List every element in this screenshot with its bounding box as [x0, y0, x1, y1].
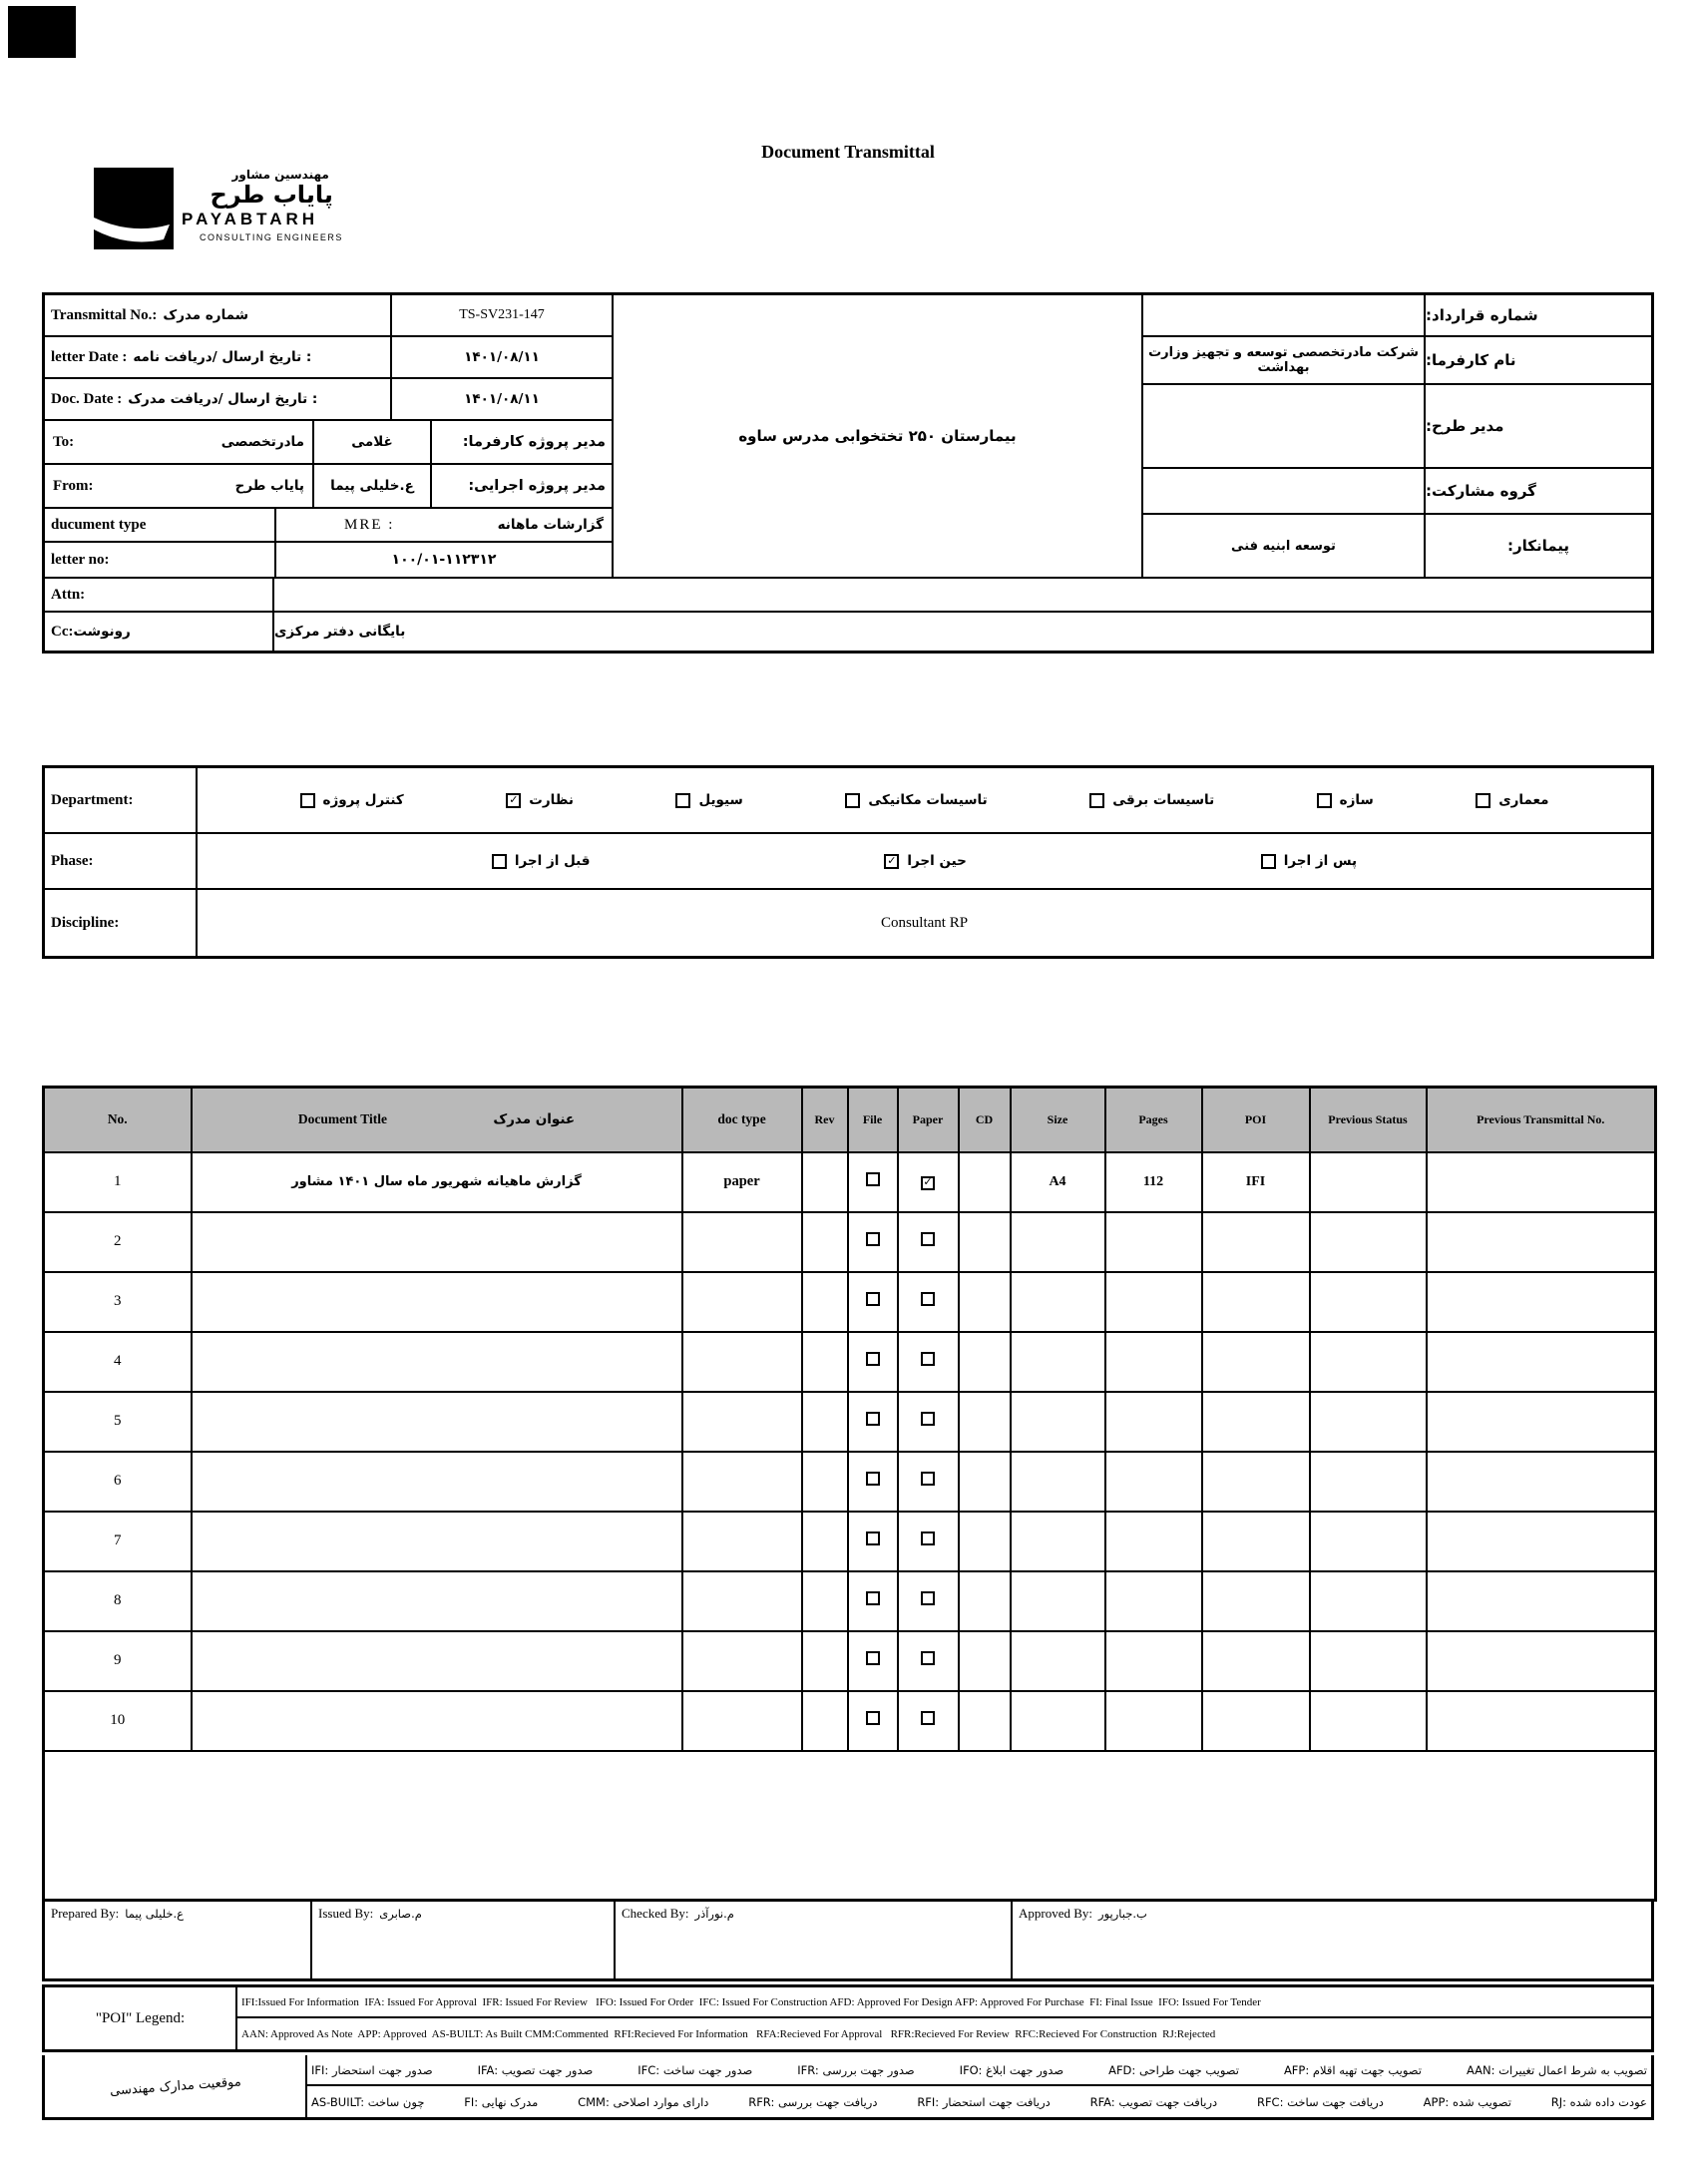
cell-no: 7 — [44, 1512, 192, 1571]
file-checkbox[interactable] — [866, 1591, 880, 1605]
cell-prev-status — [1310, 1332, 1427, 1392]
cell-title — [192, 1452, 682, 1512]
cell-poi — [1202, 1452, 1310, 1512]
company-logo — [94, 168, 343, 249]
cell-prev-transmittal — [1427, 1691, 1656, 1751]
cell-prev-status — [1310, 1212, 1427, 1272]
checkbox-option — [506, 792, 574, 808]
form-content — [42, 292, 1654, 2120]
cell-pages — [1105, 1212, 1202, 1272]
table-row — [44, 1452, 1656, 1512]
page-title: Document Transmittal — [761, 142, 935, 162]
legend-item: IFA: صدور جهت تصویب — [477, 2062, 594, 2077]
prepared-by-name: ع.خلیلی پیما — [125, 1907, 185, 1921]
header-doc-type: doc type — [682, 1088, 802, 1152]
cell-paper — [898, 1452, 959, 1512]
paper-checkbox[interactable] — [921, 1591, 935, 1605]
cell-file — [848, 1571, 898, 1631]
cell-paper — [898, 1691, 959, 1751]
document-table — [42, 1086, 1657, 1902]
option-label: حین اجرا — [907, 853, 967, 869]
paper-checkbox[interactable] — [921, 1292, 935, 1306]
poi-legend-fa-label: موقعیت مدارک مهندسی — [45, 2055, 307, 2117]
legend-item: AFP: تصویب جهت تهیه اقلام — [1283, 2062, 1422, 2077]
logo-en-subtitle: CONSULTING ENGINEERS — [200, 232, 343, 243]
partnership-label: گروه مشارکت: — [1424, 469, 1651, 513]
header-paper: Paper — [898, 1088, 959, 1152]
table-row — [44, 1392, 1656, 1452]
file-checkbox[interactable] — [866, 1531, 880, 1545]
cell-rev — [802, 1392, 848, 1452]
checkbox[interactable] — [675, 793, 690, 808]
cell-prev-status — [1310, 1571, 1427, 1631]
cell-prev-status — [1310, 1631, 1427, 1691]
cell-poi — [1202, 1392, 1310, 1452]
file-checkbox[interactable] — [866, 1172, 880, 1186]
poi-legend-en-line2: AAN: Approved As Note APP: Approved AS-BUILT: As Built CMM:Commented RFI:Recieved For Information RFA:Recieved For Approval RFR:Recieved For Review RFC:Recieved For Construction RJ:Rejected — [241, 2027, 1216, 2040]
phase-options — [198, 834, 1651, 888]
checkbox[interactable] — [845, 793, 860, 808]
to-person: غلامی — [312, 421, 430, 463]
cell-cd — [959, 1212, 1011, 1272]
contract-no-value — [1143, 295, 1424, 335]
cell-rev — [802, 1512, 848, 1571]
cell-pages — [1105, 1332, 1202, 1392]
client-label: نام کارفرما: — [1424, 337, 1651, 383]
to-field: To: مادرتخصصی — [53, 433, 304, 450]
poi-legend-fa — [42, 2055, 1654, 2120]
checkbox-option — [675, 792, 742, 808]
cell-size — [1011, 1631, 1105, 1691]
cell-paper — [898, 1631, 959, 1691]
checkbox-option — [884, 853, 966, 869]
cell-cd — [959, 1152, 1011, 1212]
header-prev-transmittal: Previous Transmittal No. — [1427, 1088, 1656, 1152]
cell-paper — [898, 1571, 959, 1631]
legend-item: CMM: دارای موارد اصلاحی — [578, 2094, 709, 2109]
cell-paper — [898, 1332, 959, 1392]
cell-title — [192, 1571, 682, 1631]
paper-checkbox[interactable] — [921, 1232, 935, 1246]
cell-paper — [898, 1392, 959, 1452]
cell-prev-status — [1310, 1452, 1427, 1512]
cell-poi — [1202, 1631, 1310, 1691]
cell-doc-type — [682, 1512, 802, 1571]
cell-rev — [802, 1152, 848, 1212]
checkbox[interactable] — [1089, 793, 1104, 808]
poi-legend-fa-line1 — [307, 2055, 1651, 2086]
cell-prev-transmittal — [1427, 1571, 1656, 1631]
table-row — [44, 1332, 1656, 1392]
project-name-cell — [614, 295, 1143, 577]
option-label: نظارت — [529, 792, 574, 808]
cell-title — [192, 1392, 682, 1452]
legend-item: AAN: تصویب به شرط اعمال تغییرات — [1466, 2062, 1647, 2077]
checkbox-option — [845, 792, 987, 808]
info-table — [42, 292, 1654, 654]
approved-by-name: ب.جبارپور — [1098, 1907, 1147, 1921]
cell-file — [848, 1152, 898, 1212]
discipline-value: Consultant RP — [880, 914, 969, 931]
cell-doc-type — [682, 1212, 802, 1272]
cc-value: بایگانی دفتر مرکزی — [274, 624, 406, 640]
cell-cd — [959, 1392, 1011, 1452]
cell-no: 3 — [44, 1272, 192, 1332]
cell-doc-type — [682, 1631, 802, 1691]
cell-paper — [898, 1272, 959, 1332]
poi-legend-label: "POI" Legend: — [45, 1987, 237, 2049]
cell-cd — [959, 1272, 1011, 1332]
cell-poi: IFI — [1202, 1152, 1310, 1212]
checkbox[interactable] — [1261, 854, 1276, 869]
legend-item: IFO: صدور جهت ابلاغ — [959, 2062, 1064, 2077]
cell-doc-type — [682, 1272, 802, 1332]
cell-rev — [802, 1332, 848, 1392]
checkbox[interactable] — [1317, 793, 1332, 808]
cell-poi — [1202, 1571, 1310, 1631]
cell-prev-status — [1310, 1512, 1427, 1571]
logo-mark — [94, 168, 174, 249]
to-role-label: مدیر پروژه کارفرما: — [430, 421, 612, 463]
legend-item: RFI: دریافت جهت استحضار — [917, 2094, 1051, 2109]
cell-doc-type — [682, 1571, 802, 1631]
cell-doc-type — [682, 1691, 802, 1751]
cell-pages — [1105, 1691, 1202, 1751]
cell-size — [1011, 1212, 1105, 1272]
cc-label: Cc: رونوشت — [45, 613, 274, 651]
cell-doc-type: paper — [682, 1152, 802, 1212]
cell-prev-transmittal — [1427, 1631, 1656, 1691]
empty-remarks-row — [44, 1751, 1656, 1901]
checkbox-option — [1317, 792, 1374, 808]
issued-by-cell: Issued By: م.صابری — [312, 1902, 616, 1978]
header-no: No. — [44, 1088, 192, 1152]
cell-prev-transmittal — [1427, 1512, 1656, 1571]
letter-no-value: ۱۰۰/۰۱-۱۱۲۳۱۲ — [274, 543, 612, 577]
classification-table — [42, 765, 1654, 959]
option-label: تاسیسات برقی — [1112, 792, 1215, 808]
cell-pages: 112 — [1105, 1152, 1202, 1212]
checkbox-option — [1089, 792, 1214, 808]
cell-file — [848, 1392, 898, 1452]
cell-no: 9 — [44, 1631, 192, 1691]
legend-item: AS-BUILT: چون ساخت — [311, 2094, 425, 2109]
cell-rev — [802, 1691, 848, 1751]
option-label: سازه — [1339, 792, 1374, 808]
header-rev: Rev — [802, 1088, 848, 1152]
cell-size: A4 — [1011, 1152, 1105, 1212]
table-row — [44, 1512, 1656, 1571]
header-title: Document Title عنوان مدرک — [192, 1088, 682, 1152]
cell-prev-transmittal — [1427, 1392, 1656, 1452]
cell-prev-status — [1310, 1152, 1427, 1212]
paper-checkbox[interactable] — [921, 1531, 935, 1545]
empty-remarks-cell — [44, 1751, 1656, 1901]
logo-fa-name: پایاب طرح — [210, 181, 333, 209]
prepared-by-cell: Prepared By: ع.خلیلی پیما — [45, 1902, 312, 1978]
cell-paper — [898, 1152, 959, 1212]
legend-item: IFR: صدور جهت بررسی — [797, 2062, 915, 2077]
letter-no-label: letter no: — [51, 551, 110, 568]
table-row — [44, 1691, 1656, 1751]
attn-value — [274, 579, 1651, 611]
checkbox[interactable] — [1476, 793, 1490, 808]
cell-prev-transmittal — [1427, 1272, 1656, 1332]
signature-row — [42, 1902, 1654, 1981]
letter-date-value: ۱۴۰۱/۰۸/۱۱ — [390, 337, 612, 377]
cell-file — [848, 1212, 898, 1272]
cell-size — [1011, 1571, 1105, 1631]
paper-checkbox[interactable] — [921, 1352, 935, 1366]
cell-cd — [959, 1571, 1011, 1631]
cell-pages — [1105, 1571, 1202, 1631]
cell-rev — [802, 1631, 848, 1691]
cell-poi — [1202, 1332, 1310, 1392]
checkbox[interactable] — [506, 793, 521, 808]
header-size: Size — [1011, 1088, 1105, 1152]
cell-size — [1011, 1691, 1105, 1751]
header-pages: Pages — [1105, 1088, 1202, 1152]
table-header-row — [44, 1088, 1656, 1152]
legend-item: RJ: عودت داده شده — [1550, 2094, 1647, 2109]
file-checkbox[interactable] — [866, 1292, 880, 1306]
attn-label: Attn: — [45, 579, 274, 611]
table-row — [44, 1631, 1656, 1691]
cell-size — [1011, 1332, 1105, 1392]
cell-title — [192, 1272, 682, 1332]
cell-no: 5 — [44, 1392, 192, 1452]
cell-file — [848, 1452, 898, 1512]
cell-doc-type — [682, 1452, 802, 1512]
plan-manager-value — [1143, 385, 1424, 467]
letter-date-label: letter Date : تاریخ ارسال /دریافت نامه : — [51, 348, 312, 365]
cell-rev — [802, 1452, 848, 1512]
approved-by-cell: Approved By: ب.جبارپور — [1019, 1906, 1147, 1921]
cell-prev-transmittal — [1427, 1212, 1656, 1272]
legend-item: IFC: صدور جهت ساخت — [637, 2062, 753, 2077]
legend-item: RFC: دریافت جهت ساخت — [1256, 2094, 1384, 2109]
cell-rev — [802, 1571, 848, 1631]
client-value: شرکت مادرتخصصی توسعه و تجهیز وزارت بهداشت — [1148, 345, 1419, 375]
cell-prev-status — [1310, 1392, 1427, 1452]
legend-item: IFI: صدور جهت استحضار — [311, 2062, 433, 2077]
logo-fa-tagline: مهندسین مشاور — [231, 168, 329, 182]
table-row — [44, 1571, 1656, 1631]
option-label: سیویل — [698, 792, 743, 808]
cell-rev — [802, 1212, 848, 1272]
checked-by-name: م.نورآذر — [694, 1907, 734, 1921]
cell-file — [848, 1691, 898, 1751]
file-checkbox[interactable] — [866, 1352, 880, 1366]
cell-title — [192, 1691, 682, 1751]
paper-checkbox[interactable] — [921, 1176, 935, 1190]
project-name: بیمارستان ۲۵۰ تختخوابی مدرس ساوه — [738, 427, 1017, 445]
poi-legend-en — [42, 1984, 1654, 2052]
cell-title — [192, 1212, 682, 1272]
table-row — [44, 1272, 1656, 1332]
cell-title — [192, 1332, 682, 1392]
table-row — [44, 1212, 1656, 1272]
transmittal-no-value: TS-SV231-147 — [390, 295, 612, 335]
cell-cd — [959, 1452, 1011, 1512]
cell-prev-transmittal — [1427, 1332, 1656, 1392]
cell-size — [1011, 1452, 1105, 1512]
from-role-label: مدیر پروژه اجرایی: — [430, 465, 612, 507]
file-checkbox[interactable] — [866, 1232, 880, 1246]
logo-en-name: PAYABTARH — [182, 210, 319, 229]
checkbox[interactable] — [300, 793, 315, 808]
contract-no-label: شماره قرارداد: — [1424, 295, 1651, 335]
cell-poi — [1202, 1272, 1310, 1332]
document-type-value: MRE : گزارشات ماهانه — [274, 509, 612, 541]
scan-corner-mark — [8, 6, 76, 58]
cell-file — [848, 1332, 898, 1392]
contractor-label: پیمانکار: — [1424, 515, 1651, 577]
checkbox[interactable] — [884, 854, 899, 869]
file-checkbox[interactable] — [866, 1412, 880, 1426]
cell-title — [192, 1512, 682, 1571]
phase-label: Phase: — [45, 834, 198, 888]
cell-pages — [1105, 1512, 1202, 1571]
cell-title — [192, 1631, 682, 1691]
checkbox-option — [492, 853, 591, 869]
doc-date-value: ۱۴۰۱/۰۸/۱۱ — [390, 379, 612, 419]
paper-checkbox[interactable] — [921, 1711, 935, 1725]
cell-poi — [1202, 1512, 1310, 1571]
cell-size — [1011, 1392, 1105, 1452]
cell-rev — [802, 1272, 848, 1332]
file-checkbox[interactable] — [866, 1651, 880, 1665]
checkbox-option — [1261, 853, 1357, 869]
header-cd: CD — [959, 1088, 1011, 1152]
poi-legend-fa-line2 — [307, 2086, 1651, 2117]
cell-pages — [1105, 1392, 1202, 1452]
cell-file — [848, 1631, 898, 1691]
cell-pages — [1105, 1272, 1202, 1332]
option-label: معماری — [1498, 792, 1549, 808]
cell-poi — [1202, 1691, 1310, 1751]
header-poi: POI — [1202, 1088, 1310, 1152]
department-label: Department: — [45, 768, 198, 832]
header-file: File — [848, 1088, 898, 1152]
cell-prev-status — [1310, 1691, 1427, 1751]
header-prev-status: Previous Status — [1310, 1088, 1427, 1152]
table-row — [44, 1152, 1656, 1212]
legend-item: RFA: دریافت جهت تصویب — [1089, 2094, 1218, 2109]
legend-item: AFD: تصویب جهت طراحی — [1108, 2062, 1239, 2077]
cell-doc-type — [682, 1332, 802, 1392]
checked-by-cell: Checked By: م.نورآذر — [616, 1902, 1013, 1978]
cell-paper — [898, 1212, 959, 1272]
paper-checkbox[interactable] — [921, 1412, 935, 1426]
cell-size — [1011, 1272, 1105, 1332]
cell-cd — [959, 1512, 1011, 1571]
cell-no: 2 — [44, 1212, 192, 1272]
doc-table-body — [44, 1152, 1656, 1751]
partnership-value — [1143, 469, 1424, 513]
cell-paper — [898, 1512, 959, 1571]
cell-prev-status — [1310, 1272, 1427, 1332]
cell-cd — [959, 1631, 1011, 1691]
option-label: تاسیسات مکانیکی — [868, 792, 988, 808]
cell-no: 6 — [44, 1452, 192, 1512]
cell-cd — [959, 1332, 1011, 1392]
cell-doc-type — [682, 1392, 802, 1452]
option-label: کنترل پروژه — [322, 792, 404, 808]
logo-text — [182, 168, 343, 242]
from-person: ع.خلیلی پیما — [312, 465, 430, 507]
cell-no: 8 — [44, 1571, 192, 1631]
legend-item: FI: مدرک نهایی — [464, 2094, 539, 2109]
department-options — [198, 768, 1651, 832]
option-label: قبل از اجرا — [514, 853, 591, 869]
cell-size — [1011, 1512, 1105, 1571]
cell-poi — [1202, 1212, 1310, 1272]
plan-manager-label: مدیر طرح: — [1424, 385, 1651, 467]
paper-checkbox[interactable] — [921, 1651, 935, 1665]
checkbox[interactable] — [492, 854, 507, 869]
legend-item: RFR: دریافت جهت بررسی — [748, 2094, 878, 2109]
from-field: From: پایاب طرح — [53, 477, 304, 494]
file-checkbox[interactable] — [866, 1711, 880, 1725]
cell-prev-transmittal — [1427, 1152, 1656, 1212]
cell-title: گزارش ماهیانه شهریور ماه سال ۱۴۰۱ مشاور — [192, 1152, 682, 1212]
document-type-label: ducument type — [51, 516, 147, 533]
transmittal-no-label: Transmittal No.: شماره مدرک — [51, 306, 248, 323]
cell-pages — [1105, 1631, 1202, 1691]
contractor-value: توسعه ابنیه فنی — [1231, 538, 1336, 554]
cell-no: 10 — [44, 1691, 192, 1751]
checkbox-option — [1476, 792, 1548, 808]
paper-checkbox[interactable] — [921, 1472, 935, 1486]
cell-prev-transmittal — [1427, 1452, 1656, 1512]
poi-legend-en-line1: IFI:Issued For Information IFA: Issued For Approval IFR: Issued For Review IFO: Issued For Order IFC: Issued For Construction AFD: Approved For Design AFP: Approved For Purchase FI: Final Issue IFO: Issued For Tender — [237, 1987, 1651, 2018]
issued-by-name: م.صابری — [379, 1907, 422, 1921]
doc-date-label: Doc. Date : تاریخ ارسال /دریافت مدرک : — [51, 390, 318, 407]
file-checkbox[interactable] — [866, 1472, 880, 1486]
legend-item: APP: تصویب شده — [1423, 2094, 1511, 2109]
cell-cd — [959, 1691, 1011, 1751]
cell-file — [848, 1512, 898, 1571]
cell-no: 4 — [44, 1332, 192, 1392]
cell-no: 1 — [44, 1152, 192, 1212]
checkbox-option — [300, 792, 404, 808]
option-label: پس از اجرا — [1283, 853, 1358, 869]
cell-pages — [1105, 1452, 1202, 1512]
cell-file — [848, 1272, 898, 1332]
discipline-label: Discipline: — [45, 890, 198, 956]
